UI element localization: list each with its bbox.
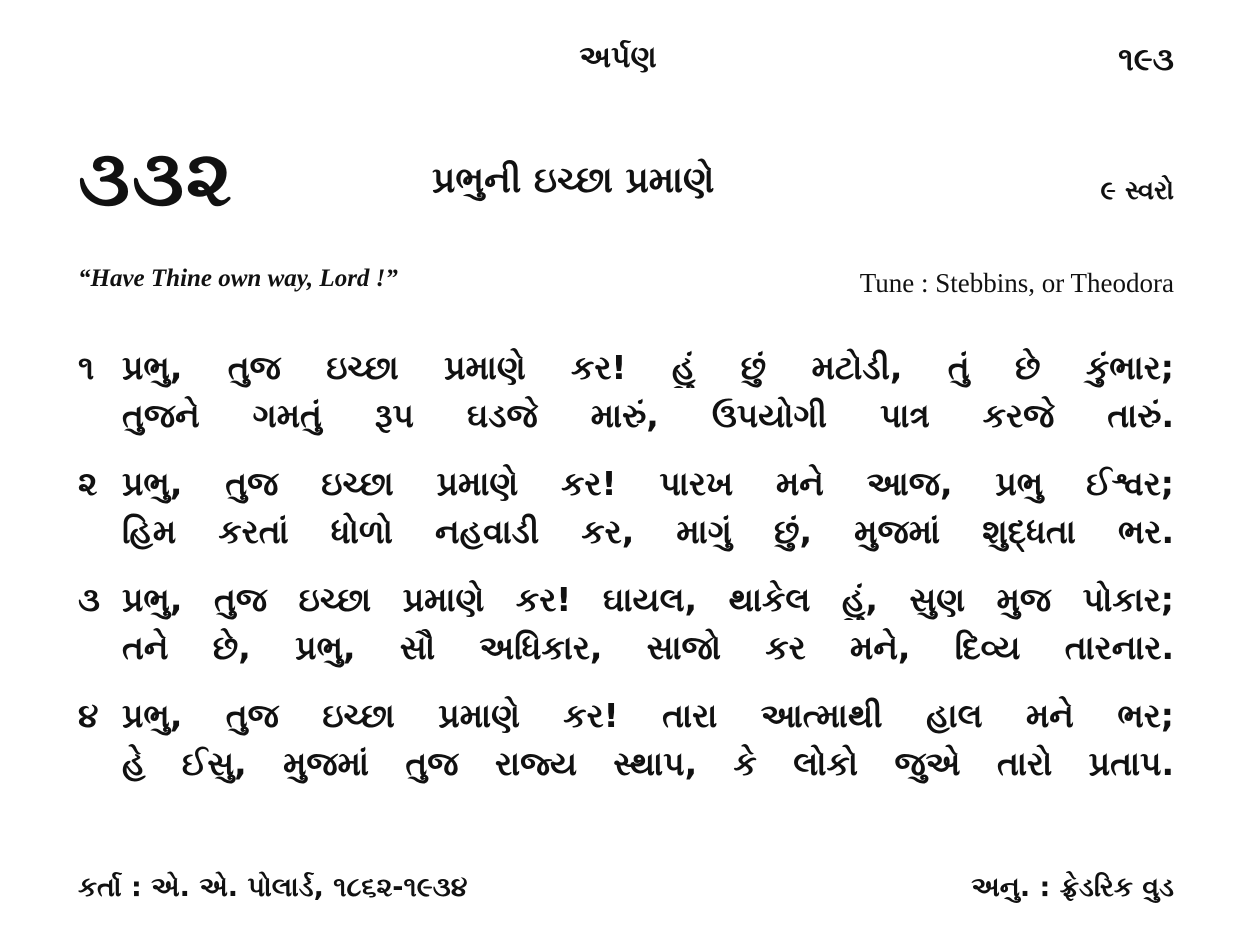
hymn-number: ૩૩૨ [78,134,234,224]
verse-line [78,396,1174,444]
verse-line [78,696,1174,744]
verse-line [78,580,1174,628]
hymn-title: પ્રભુની ઇચ્છા પ્રમાણે [432,160,715,201]
verse-4 [78,696,1174,792]
verse-number: ૨ [78,464,98,503]
verse-text: હિમ કરતાં ધોળો નહવાડી કર, માગું છું, મુજમાં શુદ્ધતા ભર. [122,512,1174,551]
verse-line [78,512,1174,560]
verse-number: ૩ [78,580,100,619]
tune-name: Tune : Stebbins, or Theodora [859,268,1174,298]
verse-line [78,348,1174,396]
verse-text: પ્રભુ, તુજ ઇચ્છા પ્રમાણે કર! તારા આત્માથી હાલ મને ભર; [122,696,1174,735]
verse-text: હે ઈસુ, મુજમાં તુજ રાજ્ય સ્થાપ, કે લોકો જુએ તારો પ્રતાપ. [122,744,1174,783]
verse-text: પ્રભુ, તુજ ઇચ્છા પ્રમાણે કર! પારખ મને આજ, પ્રભુ ઈશ્વર; [122,464,1174,503]
verse-1 [78,348,1174,444]
verse-3 [78,580,1174,676]
verse-line [78,628,1174,676]
verses [78,348,1174,812]
page-number: ૧૯૩ [1118,40,1174,78]
english-title: “Have Thine own way, Lord !” [78,265,398,292]
verse-count: ૯ સ્વરો [1100,176,1174,206]
running-title: અર્પણ [579,40,657,75]
verse-text: તુજને ગમતું રૂપ ઘડજે મારું, ઉપયોગી પાત્ર કરજે તારું. [122,396,1174,435]
translator-credit: અનુ. : ફ્રેડરિક વુડ [971,872,1174,903]
verse-number: ૧ [78,348,95,387]
author-credit: કર્તા : એ. એ. પોલાર્ડ, ૧૮૬૨-૧૯૩૪ [78,872,468,903]
verse-text: તને છે, પ્રભુ, સૌ અધિકાર, સાજો કર મને, દિવ્ય તારનાર. [122,628,1174,667]
verse-line [78,464,1174,512]
verse-number: ૪ [78,696,99,735]
verse-2 [78,464,1174,560]
verse-line [78,744,1174,792]
verse-text: પ્રભુ, તુજ ઇચ્છા પ્રમાણે કર! ઘાયલ, થાકેલ હું, સુણ મુજ પોકાર; [122,580,1174,619]
verse-text: પ્રભુ, તુજ ઇચ્છા પ્રમાણે કર! હું છું મટોડી, તું છે કુંભાર; [122,348,1174,387]
